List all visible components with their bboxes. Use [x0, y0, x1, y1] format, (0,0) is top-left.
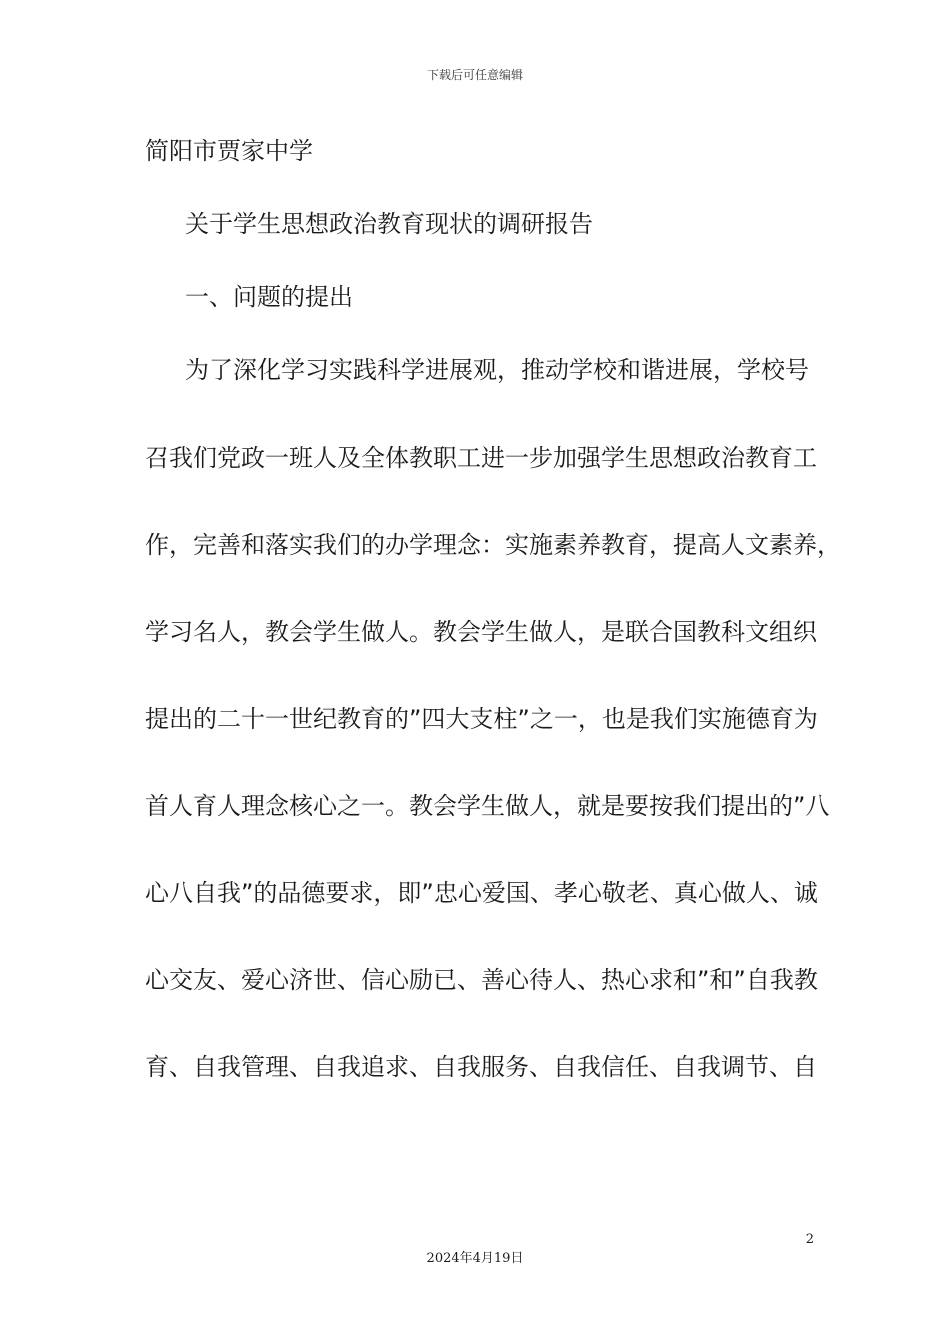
paragraph-line: 学习名人，教会学生做人。教会学生做人，是联合国教科文组织: [145, 618, 817, 646]
header-note: 下载后可任意编辑: [426, 68, 523, 82]
paragraph-line: 育、自我管理、自我追求、自我服务、自我信任、自我调节、自: [145, 1053, 817, 1081]
paragraph-line: 为了深化学习实践科学进展观，推动学校和谐进展，学校号: [185, 356, 809, 384]
paragraph-line: 作，完善和落实我们的办学理念：实施素养教育，提高人文素养，: [145, 531, 841, 559]
paragraph-line: 提出的二十一世纪教育的”四大支柱”之一，也是我们实施德育为: [145, 705, 818, 733]
paragraph-line: 心交友、爱心济世、信心励已、善心待人、热心求和”和”自我教: [145, 966, 818, 994]
section-heading: 一、问题的提出: [185, 283, 353, 311]
school-name: 简阳市贾家中学: [145, 137, 313, 165]
report-title: 关于学生思想政治教育现状的调研报告: [185, 210, 593, 238]
page-number: 2: [805, 1232, 814, 1247]
paragraph-line: 召我们党政一班人及全体教职工进一步加强学生思想政治教育工: [145, 444, 817, 472]
footer-date: 2024年4月19日: [426, 1251, 524, 1266]
paragraph-line: 心八自我”的品德要求，即”忠心爱国、孝心敬老、真心做人、诚: [145, 879, 818, 907]
paragraph-line: 首人育人理念核心之一。教会学生做人，就是要按我们提出的”八: [145, 792, 830, 820]
